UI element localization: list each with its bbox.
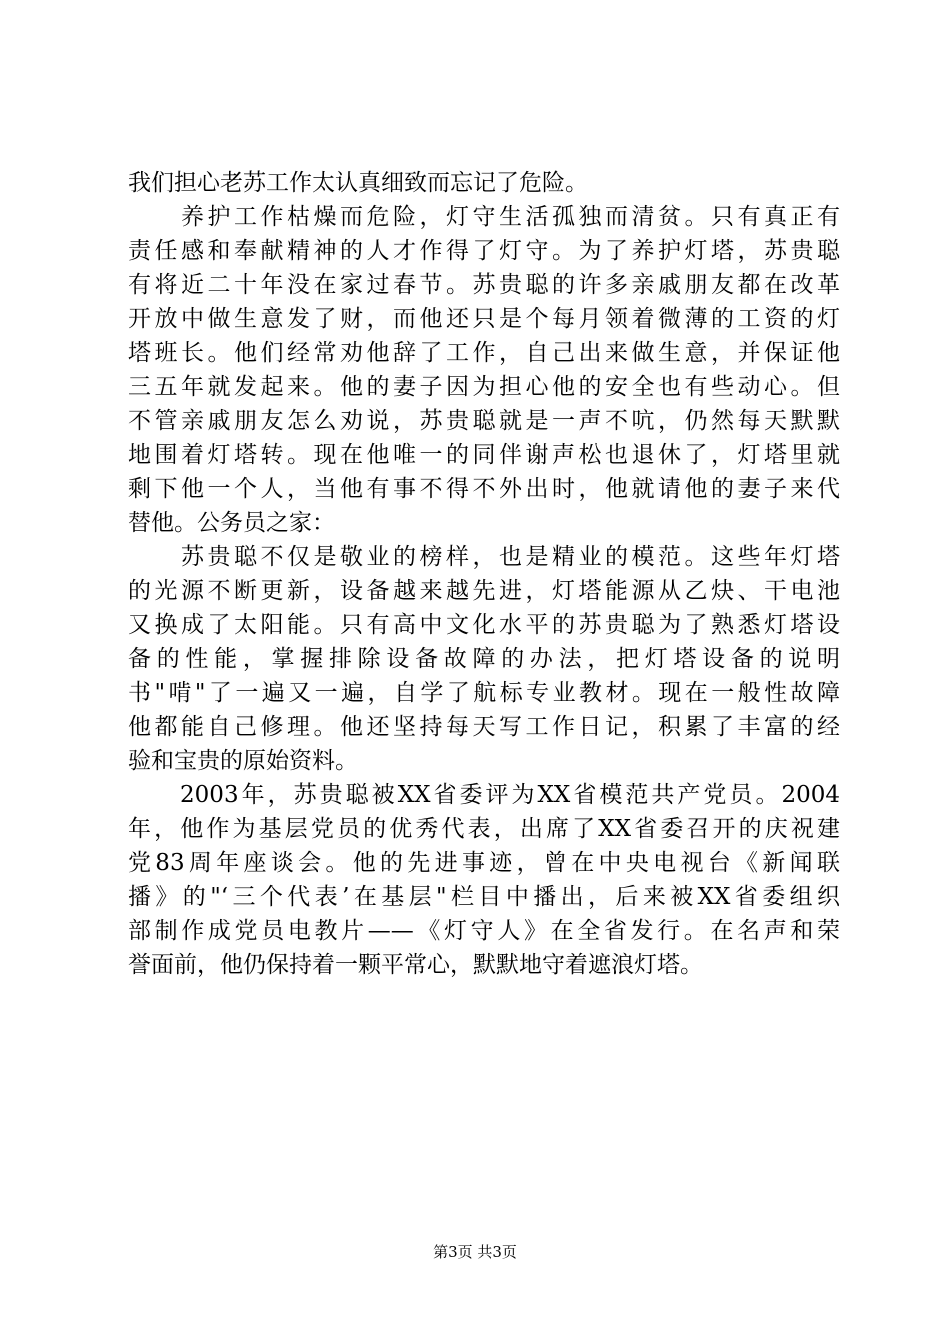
text-line: 三五年就发起来。他的妻子因为担心他的安全也有些动心。但 (128, 374, 840, 400)
text-line: 不管亲戚朋友怎么劝说，苏贵聪就是一声不吭，仍然每天默默 (128, 408, 840, 434)
text-line: 播》的"‘三个代表’在基层"栏目中播出，后来被XX省委组织 (128, 884, 840, 910)
text-line: 验和宝贵的原始资料。 (128, 748, 358, 774)
text-line: 开放中做生意发了财，而他还只是个每月领着微薄的工资的灯 (128, 306, 840, 332)
page-number-footer: 第3页 共3页 (433, 1243, 517, 1261)
text-line: 地围着灯塔转。现在他唯一的同伴谢声松也退休了，灯塔里就 (128, 442, 840, 468)
text-line: 我们担心老苏工作太认真细致而忘记了危险。 (128, 170, 588, 196)
text-line: 党83周年座谈会。他的先进事迹，曾在中央电视台《新闻联 (128, 850, 840, 876)
text-line: 的光源不断更新，设备越来越先进，灯塔能源从乙炔、干电池 (128, 578, 840, 604)
text-line: 他都能自己修理。他还坚持每天写工作日记，积累了丰富的经 (128, 714, 840, 740)
document-body (128, 166, 840, 982)
text-line: 书"啃"了一遍又一遍，自学了航标专业教材。现在一般性故障 (128, 680, 840, 706)
text-line: 备的性能，掌握排除设备故障的办法，把灯塔设备的说明 (128, 646, 840, 672)
text-line: 年，他作为基层党员的优秀代表，出席了XX省委召开的庆祝建 (128, 816, 840, 842)
text-line: 2003年，苏贵聪被XX省委评为XX省模范共产党员。2004 (128, 782, 840, 808)
text-line: 塔班长。他们经常劝他辞了工作，自己出来做生意，并保证他 (128, 340, 840, 366)
text-line: 责任感和奉献精神的人才作得了灯守。为了养护灯塔，苏贵聪 (128, 238, 840, 264)
text-line: 又换成了太阳能。只有高中文化水平的苏贵聪为了熟悉灯塔设 (128, 612, 840, 638)
text-line: 有将近二十年没在家过春节。苏贵聪的许多亲戚朋友都在改革 (128, 272, 840, 298)
text-line: 苏贵聪不仅是敬业的榜样，也是精业的模范。这些年灯塔 (128, 544, 840, 570)
text-line: 剩下他一个人，当他有事不得不外出时，他就请他的妻子来代 (128, 476, 840, 502)
text-line: 部制作成党员电教片——《灯守人》在全省发行。在名声和荣 (128, 918, 840, 944)
text-line: 替他。公务员之家： (128, 510, 335, 536)
text-line: 养护工作枯燥而危险，灯守生活孤独而清贫。只有真正有 (128, 204, 840, 230)
text-line: 誉面前，他仍保持着一颗平常心，默默地守着遮浪灯塔。 (128, 952, 703, 978)
